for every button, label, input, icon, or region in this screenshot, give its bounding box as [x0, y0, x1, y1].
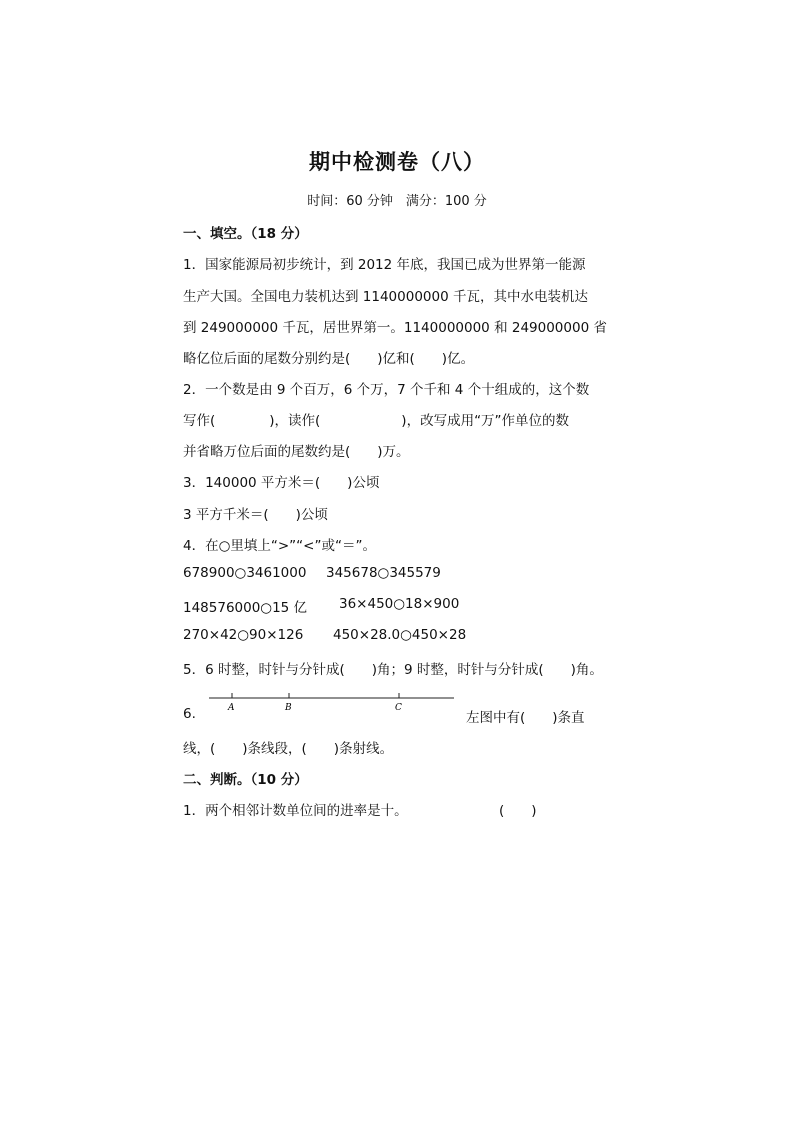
judge-q1-text: 1．两个相邻计数单位间的进率是十。 — [183, 803, 408, 819]
point-c-label: C — [395, 703, 402, 713]
q4-row-1-left: 678900○3461000 — [183, 565, 307, 581]
q1-line-4: 略亿位后面的尾数分别约是( )亿和( )亿。 — [183, 351, 475, 367]
q4-prompt: 4．在○里填上“>”“<”或“＝”。 — [183, 538, 376, 554]
q2-line-3: 并省略万位后面的尾数约是( )万。 — [183, 444, 410, 460]
q3-line-1: 3．140000 平方米＝( )公顷 — [183, 475, 380, 491]
q4-row-2-left: 148576000○15 亿 — [183, 600, 308, 616]
q5-line: 5．6 时整，时针与分针成( )角；9 时整，时针与分针成( )角。 — [183, 662, 603, 678]
q6-text-right: 左图中有( )条直 — [466, 710, 585, 726]
q1-line-1: 1．国家能源局初步统计，到 2012 年底，我国已成为世界第一能源 — [183, 257, 586, 273]
point-b-label: B — [285, 703, 292, 713]
point-a-label: A — [228, 703, 235, 713]
section-1-heading: 一、填空。（18 分） — [183, 226, 308, 242]
q4-row-3-right: 450×28.0○450×28 — [333, 627, 467, 643]
section-2-heading: 二、判断。（10 分） — [183, 772, 308, 788]
q3-line-2: 3 平方千米＝( )公顷 — [183, 507, 328, 523]
q2-line-2: 写作( )，读作( )，改写成用“万”作单位的数 — [183, 413, 570, 429]
q6-line-2: 线，( )条线段，( )条射线。 — [183, 741, 394, 757]
q2-line-1: 2．一个数是由 9 个百万，6 个万，7 个千和 4 个十组成的，这个数 — [183, 382, 590, 398]
judge-q1-blank: ( ) — [499, 803, 537, 819]
number-line-figure — [207, 690, 457, 716]
q6-number: 6. — [183, 706, 196, 722]
q1-line-3: 到 249000000 千瓦，居世界第一。1140000000 和 249000000 省 — [183, 320, 607, 336]
page-title: 期中检测卷（八） — [309, 150, 485, 174]
q1-line-2: 生产大国。全国电力装机达到 1140000000 千瓦，其中水电装机达 — [183, 289, 588, 305]
exam-time-info: 时间：60 分钟 满分：100 分 — [307, 194, 487, 209]
q4-row-3-left: 270×42○90×126 — [183, 627, 304, 643]
q4-row-1-right: 345678○345579 — [326, 565, 441, 581]
q4-row-2-right: 36×450○18×900 — [339, 596, 460, 612]
